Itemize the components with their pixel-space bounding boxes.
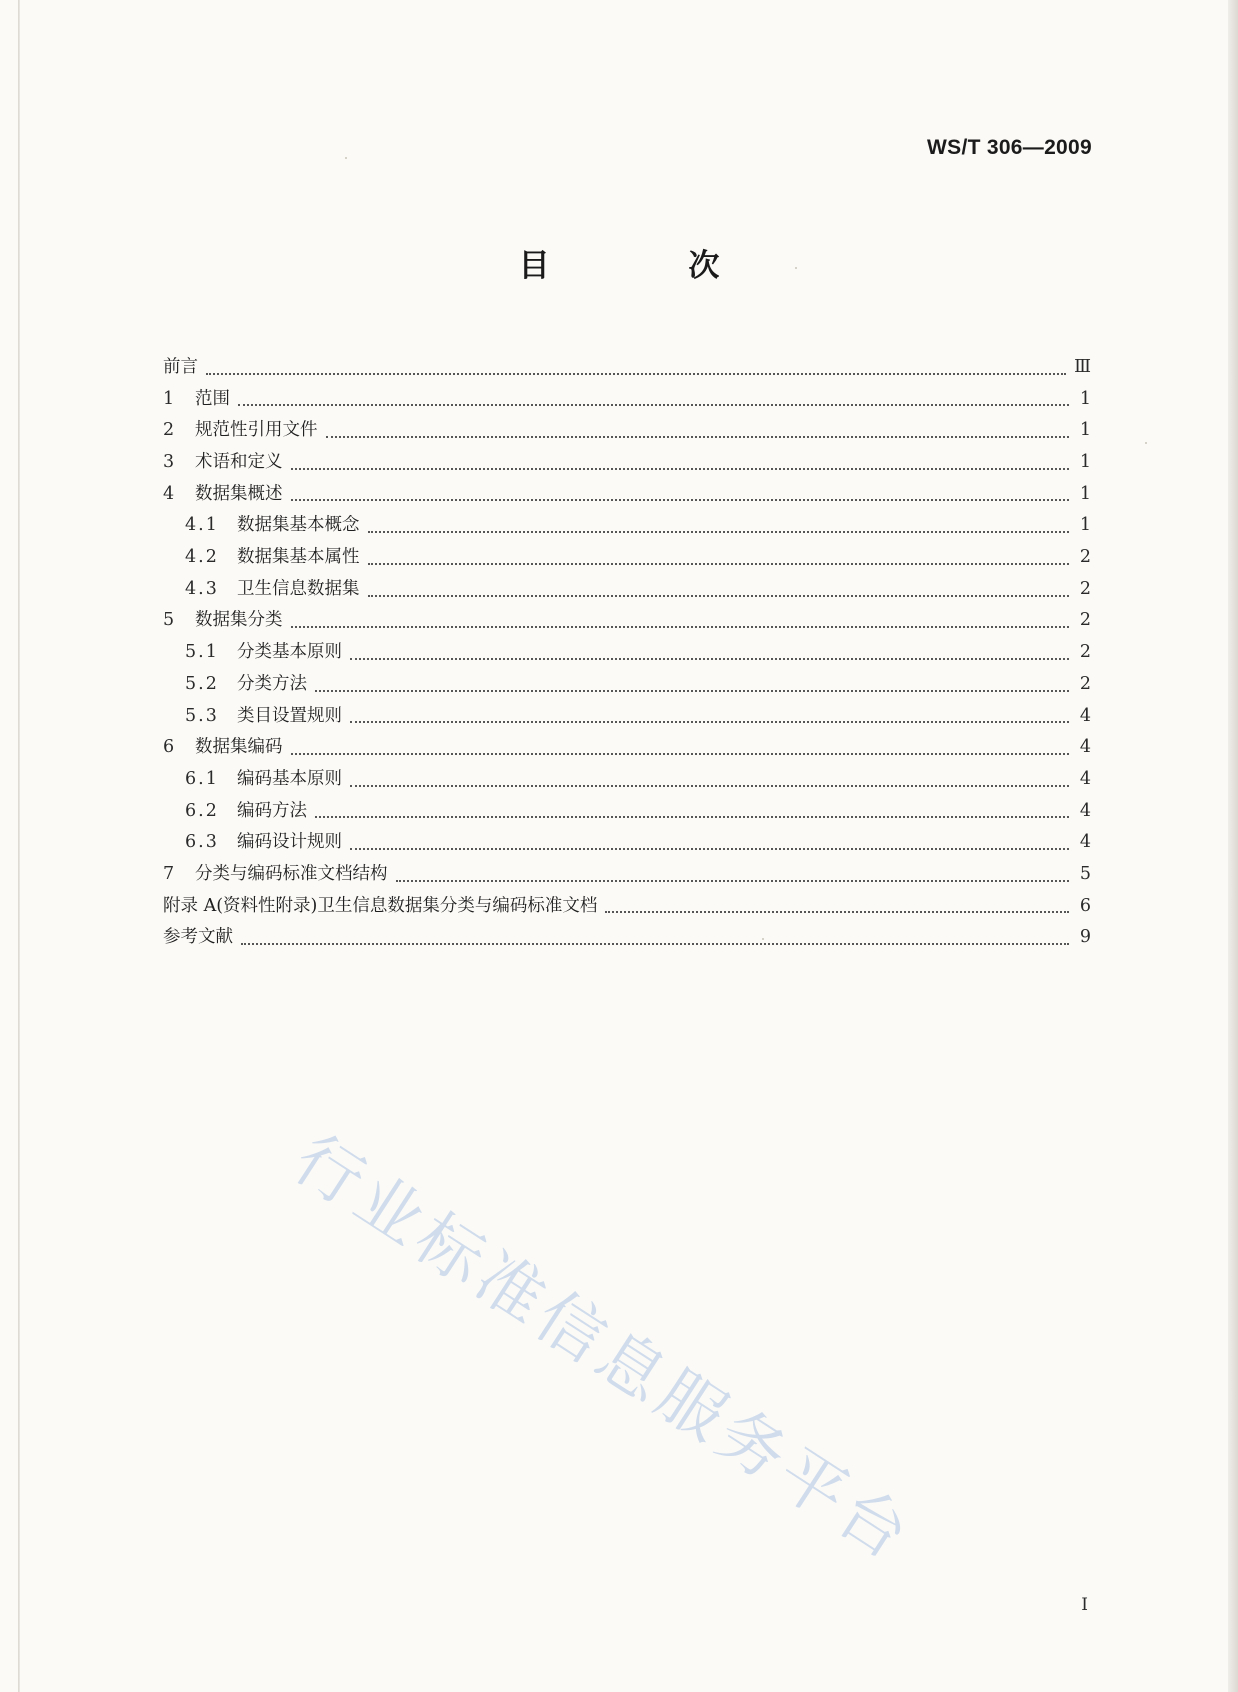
toc-entry[interactable]	[163, 510, 1091, 542]
toc-entry-page: 4	[1079, 768, 1091, 789]
toc-entry-page: 1	[1079, 388, 1091, 409]
toc-entry[interactable]	[163, 891, 1091, 923]
toc-entry[interactable]	[163, 384, 1091, 416]
toc-dot-leader	[605, 911, 1069, 913]
toc-entry-page: 2	[1079, 642, 1091, 663]
toc-entry-page: 1	[1079, 420, 1091, 441]
toc-entry-label: 类目设置规则	[237, 705, 342, 726]
toc-entry-label: 分类方法	[237, 673, 307, 694]
toc-entry-label: 数据集概述	[195, 483, 283, 504]
toc-entry[interactable]	[163, 606, 1091, 638]
toc-entry-number: 5.1	[185, 642, 219, 663]
toc-entry-label: 编码基本原则	[237, 768, 342, 789]
scan-speck	[795, 267, 797, 269]
toc-entry-page: 2	[1079, 578, 1091, 599]
toc-entry[interactable]	[163, 922, 1091, 954]
toc-dot-leader	[350, 658, 1069, 660]
toc-entry-label: 编码方法	[237, 800, 307, 821]
toc-entry-label: 分类与编码标准文档结构	[195, 863, 388, 884]
toc-entry[interactable]	[163, 574, 1091, 606]
toc-dot-leader	[350, 785, 1069, 787]
toc-entry-label: 数据集分类	[195, 610, 283, 631]
toc-entry[interactable]	[163, 701, 1091, 733]
toc-entry[interactable]	[163, 732, 1091, 764]
scan-speck	[345, 157, 347, 159]
watermark-text: 行业标准信息服务平台	[280, 1120, 927, 1577]
toc-entry-page: 4	[1079, 800, 1091, 821]
toc-entry[interactable]	[163, 447, 1091, 479]
toc-entry-label: 数据集基本概念	[237, 515, 360, 536]
toc-entry-number: 2	[163, 420, 175, 441]
toc-entry-number: 5.3	[185, 705, 219, 726]
toc-entry-label: 规范性引用文件	[195, 420, 318, 441]
toc-entry-number: 4.2	[185, 547, 219, 568]
toc-entry-label: 数据集基本属性	[237, 547, 360, 568]
toc-entry[interactable]	[163, 859, 1091, 891]
page-number: I	[1081, 1595, 1088, 1615]
toc-entry-page: 4	[1079, 705, 1091, 726]
toc-entry-label: 术语和定义	[195, 452, 283, 473]
toc-entry[interactable]	[163, 796, 1091, 828]
toc-entry[interactable]	[163, 479, 1091, 511]
toc-entry-page: 4	[1079, 832, 1091, 853]
toc-entry[interactable]	[163, 827, 1091, 859]
toc-dot-leader	[315, 816, 1069, 818]
toc-entry[interactable]	[163, 415, 1091, 447]
toc-entry-page: 2	[1079, 610, 1091, 631]
toc-title: 目 次	[518, 248, 784, 284]
toc-entry-number: 5	[163, 610, 175, 631]
toc-entry[interactable]	[163, 669, 1091, 701]
toc-dot-leader	[291, 753, 1070, 755]
toc-entry-number: 4.1	[185, 515, 219, 536]
toc-dot-leader	[368, 563, 1070, 565]
toc-dot-leader	[368, 531, 1070, 533]
toc-dot-leader	[291, 626, 1070, 628]
table-of-contents	[163, 352, 1091, 954]
toc-entry-page: 5	[1079, 863, 1091, 884]
toc-dot-leader	[315, 690, 1069, 692]
toc-entry-number: 5.2	[185, 673, 219, 694]
toc-entry[interactable]	[163, 352, 1091, 384]
toc-entry-label: 范围	[195, 388, 230, 409]
toc-entry[interactable]	[163, 542, 1091, 574]
toc-entry-page: 9	[1079, 927, 1091, 948]
toc-entry-page: 4	[1079, 737, 1091, 758]
toc-entry-page: Ⅲ	[1074, 356, 1091, 377]
toc-entry-number: 6.2	[185, 800, 219, 821]
toc-dot-leader	[238, 404, 1069, 406]
toc-dot-leader	[291, 468, 1070, 470]
toc-entry-label: 前言	[163, 356, 198, 377]
toc-entry-page: 1	[1079, 515, 1091, 536]
toc-dot-leader	[368, 595, 1070, 597]
toc-entry-label: 参考文献	[163, 927, 233, 948]
toc-entry-page: 6	[1079, 895, 1091, 916]
toc-entry-number: 6	[163, 737, 175, 758]
toc-dot-leader	[291, 499, 1070, 501]
toc-entry-page: 2	[1079, 547, 1091, 568]
toc-entry-label: 附录 A(资料性附录)卫生信息数据集分类与编码标准文档	[163, 895, 598, 916]
toc-entry-number: 4.3	[185, 578, 219, 599]
scan-speck	[762, 938, 764, 940]
toc-dot-leader	[396, 880, 1070, 882]
toc-entry-page: 2	[1079, 673, 1091, 694]
toc-entry-number: 3	[163, 452, 175, 473]
toc-entry-number: 1	[163, 388, 175, 409]
toc-entry[interactable]	[163, 637, 1091, 669]
toc-entry-page: 1	[1079, 452, 1091, 473]
toc-entry-label: 编码设计规则	[237, 832, 342, 853]
toc-dot-leader	[350, 848, 1069, 850]
scan-speck	[1145, 442, 1147, 444]
toc-entry-label: 分类基本原则	[237, 642, 342, 663]
toc-dot-leader	[206, 373, 1066, 375]
toc-entry-number: 6.1	[185, 768, 219, 789]
document-code: WS/T 306—2009	[927, 136, 1092, 159]
toc-dot-leader	[350, 721, 1069, 723]
toc-entry-number: 7	[163, 863, 175, 884]
toc-entry[interactable]	[163, 764, 1091, 796]
toc-entry-number: 6.3	[185, 832, 219, 853]
toc-entry-label: 卫生信息数据集	[237, 578, 360, 599]
toc-dot-leader	[326, 436, 1070, 438]
toc-dot-leader	[241, 943, 1069, 945]
toc-entry-page: 1	[1079, 483, 1091, 504]
toc-entry-number: 4	[163, 483, 175, 504]
toc-entry-label: 数据集编码	[195, 737, 283, 758]
